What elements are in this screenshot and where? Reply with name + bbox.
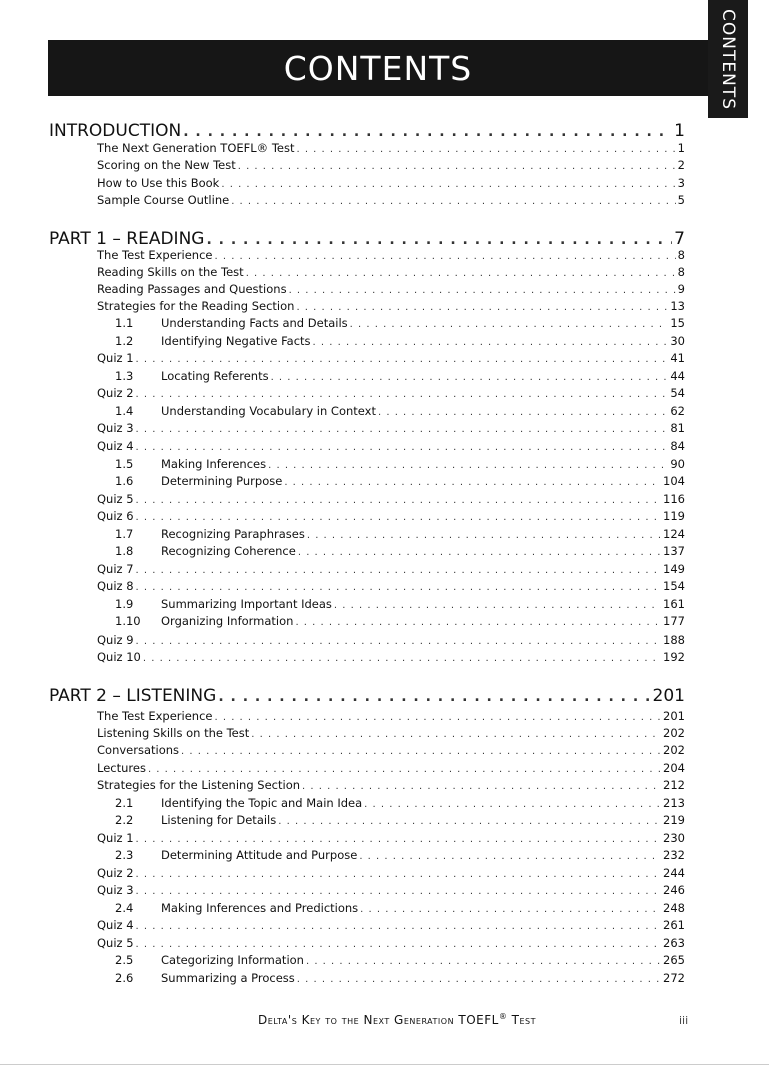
- toc-entry: [97, 386, 685, 403]
- toc-page-number: 188: [663, 633, 685, 647]
- toc-entry-label: Quiz 9: [97, 633, 134, 647]
- toc-entry-number: 1.3: [115, 369, 134, 383]
- toc-entry: [97, 299, 685, 316]
- toc-entry-label: Making Inferences: [161, 457, 267, 471]
- toc-entry: [97, 193, 685, 210]
- dot-leader: [136, 886, 662, 897]
- dot-leader: [251, 729, 661, 740]
- toc-entry-label: Quiz 3: [97, 883, 134, 897]
- toc-page-number: 9: [677, 282, 685, 296]
- toc-entry: [97, 562, 685, 579]
- toc-page-number: 124: [663, 527, 685, 541]
- toc-entry-label: Organizing Information: [161, 614, 294, 628]
- toc-entry: [97, 265, 685, 282]
- dot-leader: [295, 617, 661, 628]
- toc-page-number: 272: [663, 971, 685, 985]
- toc-page-number: 1: [677, 141, 685, 155]
- toc-page-number: 154: [663, 579, 685, 593]
- toc-subentry: [115, 597, 685, 614]
- dot-leader: [136, 424, 669, 435]
- dot-leader: [284, 477, 661, 488]
- toc-entry-label: Making Inferences and Predictions: [161, 901, 359, 915]
- toc-entry-label: Determining Attitude and Purpose: [161, 848, 358, 862]
- dot-leader: [136, 869, 662, 880]
- toc-subentry: [115, 457, 685, 474]
- toc-entry-label: Quiz 5: [97, 936, 134, 950]
- toc-page-number: 137: [663, 544, 685, 558]
- toc-page-number: 2: [677, 158, 685, 172]
- toc-entry-label: The Test Experience: [97, 248, 213, 262]
- toc-subentry: [115, 971, 685, 988]
- toc-entry-label: Locating Referents: [161, 369, 269, 383]
- toc-entry-label: Quiz 6: [97, 509, 134, 523]
- toc-entry: [97, 633, 685, 650]
- toc-entry-label: The Next Generation TOEFL® Test: [97, 141, 295, 155]
- toc-entry-label: Scoring on the New Test: [97, 158, 236, 172]
- dot-leader: [136, 512, 662, 523]
- toc-entry-number: 1.8: [115, 544, 134, 558]
- bottom-rule: [0, 1064, 769, 1065]
- toc-entry-label: PART 2 – LISTENING: [49, 686, 217, 706]
- toc-page-number: 248: [663, 901, 685, 915]
- toc-entry-label: Listening for Details: [161, 813, 277, 827]
- dot-leader: [334, 600, 661, 611]
- toc-page-number: 263: [663, 936, 685, 950]
- dot-leader: [296, 144, 675, 155]
- toc-page-number: 212: [663, 778, 685, 792]
- toc-subentry: [115, 334, 685, 351]
- toc-entry: [97, 141, 685, 158]
- toc-entry: [97, 883, 685, 900]
- toc-page-number: 8: [677, 265, 685, 279]
- footer-text-end: Test: [507, 1013, 536, 1027]
- toc-page-number: 104: [663, 474, 685, 488]
- dot-leader: [148, 764, 661, 775]
- toc-page-number: 90: [670, 457, 685, 471]
- toc-entry-label: Strategies for the Reading Section: [97, 299, 295, 313]
- toc-entry: [97, 351, 685, 368]
- dot-leader: [221, 179, 675, 190]
- dot-leader: [231, 196, 675, 207]
- dot-leader: [136, 939, 662, 950]
- toc-page-number: 261: [663, 918, 685, 932]
- toc-entry-label: Quiz 4: [97, 918, 134, 932]
- toc-entry-label: Lectures: [97, 761, 146, 775]
- dot-leader: [136, 442, 669, 453]
- toc-page-number: 149: [663, 562, 685, 576]
- toc-entry: [97, 831, 685, 848]
- dot-leader: [298, 547, 661, 558]
- toc-entry: [97, 158, 685, 175]
- toc-subentry: [115, 953, 685, 970]
- toc-entry-label: Reading Skills on the Test: [97, 265, 244, 279]
- toc-entry: [97, 918, 685, 935]
- toc-entry-label: Quiz 2: [97, 866, 134, 880]
- toc-entry-label: Quiz 10: [97, 650, 141, 664]
- toc-subentry: [115, 796, 685, 813]
- footer-text: Delta's Key to the Next Generation TOEFL: [258, 1013, 499, 1027]
- toc-entry-number: 1.5: [115, 457, 134, 471]
- toc-entry-label: Recognizing Coherence: [161, 544, 296, 558]
- dot-leader: [214, 712, 661, 723]
- toc-subentry: [115, 404, 685, 421]
- toc-entry-label: Categorizing Information: [161, 953, 304, 967]
- dot-leader: [364, 799, 661, 810]
- dot-leader: [206, 232, 672, 248]
- toc-subentry: [115, 614, 685, 631]
- toc-page-number: 265: [663, 953, 685, 967]
- toc-entry-label: Determining Purpose: [161, 474, 283, 488]
- toc-page-number: 15: [670, 316, 685, 330]
- toc-page-number: 84: [670, 439, 685, 453]
- toc-page-number: 81: [670, 421, 685, 435]
- toc-page-number: 8: [677, 248, 685, 262]
- toc-entry-number: 2.5: [115, 953, 134, 967]
- toc-entry-label: Quiz 7: [97, 562, 134, 576]
- toc-entry: [97, 709, 685, 726]
- toc-entry: [97, 936, 685, 953]
- toc-section: [49, 121, 685, 143]
- toc-subentry: [115, 474, 685, 491]
- toc-entry: [97, 579, 685, 596]
- toc-entry: [97, 492, 685, 509]
- toc-page-number: 204: [663, 761, 685, 775]
- dot-leader: [360, 904, 661, 915]
- toc-entry: [97, 509, 685, 526]
- toc-page-number: 116: [663, 492, 685, 506]
- toc-page-number: 244: [663, 866, 685, 880]
- toc-entry: [97, 650, 685, 667]
- toc-entry-number: 1.7: [115, 527, 134, 541]
- dot-leader: [246, 268, 676, 279]
- toc-entry-number: 1.1: [115, 316, 134, 330]
- toc-section: [49, 686, 685, 708]
- toc-entry-label: How to Use this Book: [97, 176, 220, 190]
- dot-leader: [302, 781, 661, 792]
- toc-page-number: 230: [663, 831, 685, 845]
- footer-registered-mark: ®: [498, 1012, 508, 1021]
- page-title: CONTENTS: [283, 48, 473, 88]
- toc-page-number: 213: [663, 796, 685, 810]
- toc-page-number: 161: [663, 597, 685, 611]
- toc-page-number: 30: [670, 334, 685, 348]
- toc-entry: [97, 439, 685, 456]
- toc-page-number: 3: [677, 176, 685, 190]
- toc-entry-number: 1.9: [115, 597, 134, 611]
- toc-entry-label: Quiz 4: [97, 439, 134, 453]
- toc-entry-number: 2.3: [115, 848, 134, 862]
- toc-entry: [97, 282, 685, 299]
- dot-leader: [136, 565, 662, 576]
- dot-leader: [306, 956, 661, 967]
- toc-entry-label: Listening Skills on the Test: [97, 726, 250, 740]
- toc-entry: [97, 421, 685, 438]
- toc-entry-label: PART 1 – READING: [49, 229, 205, 249]
- toc-page-number: 119: [663, 509, 685, 523]
- dot-leader: [136, 921, 662, 932]
- dot-leader: [313, 337, 669, 348]
- dot-leader: [350, 319, 669, 330]
- toc-subentry: [115, 527, 685, 544]
- side-tab: [708, 0, 748, 118]
- contents-banner: [48, 40, 708, 96]
- toc-entry-label: Summarizing a Process: [161, 971, 295, 985]
- dot-leader: [359, 851, 661, 862]
- toc-entry-label: Quiz 1: [97, 831, 134, 845]
- dot-leader: [214, 251, 675, 262]
- toc-entry-label: Quiz 3: [97, 421, 134, 435]
- toc-entry-label: Quiz 1: [97, 351, 134, 365]
- toc-subentry: [115, 813, 685, 830]
- toc-page-number: 192: [663, 650, 685, 664]
- toc-entry-label: INTRODUCTION: [49, 121, 182, 141]
- toc-entry-label: The Test Experience: [97, 709, 213, 723]
- toc-page-number: 219: [663, 813, 685, 827]
- dot-leader: [181, 746, 661, 757]
- dot-leader: [143, 653, 661, 664]
- toc-entry-label: Identifying Negative Facts: [161, 334, 311, 348]
- toc-subentry: [115, 316, 685, 333]
- toc-page-number: 44: [670, 369, 685, 383]
- toc-page-number: 246: [663, 883, 685, 897]
- dot-leader: [136, 636, 662, 647]
- dot-leader: [218, 689, 650, 705]
- toc-page-number: 202: [663, 743, 685, 757]
- toc-entry-label: Conversations: [97, 743, 180, 757]
- dot-leader: [136, 495, 662, 506]
- toc-subentry: [115, 848, 685, 865]
- dot-leader: [278, 816, 661, 827]
- toc-page-number: 41: [670, 351, 685, 365]
- dot-leader: [297, 974, 661, 985]
- toc-subentry: [115, 544, 685, 561]
- toc-entry-number: 2.1: [115, 796, 134, 810]
- toc-entry-number: 2.4: [115, 901, 134, 915]
- dot-leader: [378, 407, 668, 418]
- toc-page-number: 54: [670, 386, 685, 400]
- dot-leader: [289, 285, 676, 296]
- toc-entry: [97, 176, 685, 193]
- toc-entry-label: Summarizing Important Ideas: [161, 597, 332, 611]
- toc-subentry: [115, 369, 685, 386]
- toc-page-number: 13: [670, 299, 685, 313]
- toc-page-number: 1: [674, 121, 685, 141]
- footer: [258, 1012, 536, 1027]
- toc-entry-number: 1.10: [115, 614, 141, 628]
- dot-leader: [183, 124, 672, 140]
- dot-leader: [268, 460, 668, 471]
- toc-entry-label: Reading Passages and Questions: [97, 282, 287, 296]
- toc-page-number: 7: [674, 229, 685, 249]
- toc-entry-label: Understanding Vocabulary in Context: [161, 404, 376, 418]
- dot-leader: [271, 372, 669, 383]
- dot-leader: [136, 354, 669, 365]
- toc-entry: [97, 248, 685, 265]
- toc-entry-number: 2.2: [115, 813, 134, 827]
- toc-page-number: 62: [670, 404, 685, 418]
- toc-subentry: [115, 901, 685, 918]
- toc-entry-label: Sample Course Outline: [97, 193, 230, 207]
- dot-leader: [238, 161, 676, 172]
- toc-entry-label: Quiz 2: [97, 386, 134, 400]
- toc-entry-number: 1.4: [115, 404, 134, 418]
- toc-page-number: 232: [663, 848, 685, 862]
- toc-page-number: 201: [652, 686, 685, 706]
- toc-entry: [97, 743, 685, 760]
- page-number: iii: [679, 1014, 689, 1027]
- toc-entry: [97, 761, 685, 778]
- toc-entry-label: Identifying the Topic and Main Idea: [161, 796, 363, 810]
- toc-entry-label: Quiz 8: [97, 579, 134, 593]
- toc-entry: [97, 866, 685, 883]
- toc-entry-number: 2.6: [115, 971, 134, 985]
- toc-entry-label: Quiz 5: [97, 492, 134, 506]
- dot-leader: [136, 389, 669, 400]
- toc-entry-label: Recognizing Paraphrases: [161, 527, 305, 541]
- toc-entry-label: Understanding Facts and Details: [161, 316, 348, 330]
- toc-page-number: 202: [663, 726, 685, 740]
- side-tab-label: CONTENTS: [718, 8, 738, 110]
- dot-leader: [136, 582, 662, 593]
- dot-leader: [307, 530, 661, 541]
- toc-entry-number: 1.2: [115, 334, 134, 348]
- toc-page-number: 5: [677, 193, 685, 207]
- toc-page-number: 201: [663, 709, 685, 723]
- toc-entry: [97, 778, 685, 795]
- dot-leader: [296, 302, 668, 313]
- toc-entry: [97, 726, 685, 743]
- dot-leader: [136, 834, 662, 845]
- toc-page-number: 177: [663, 614, 685, 628]
- toc-entry-label: Strategies for the Listening Section: [97, 778, 301, 792]
- toc-entry-number: 1.6: [115, 474, 134, 488]
